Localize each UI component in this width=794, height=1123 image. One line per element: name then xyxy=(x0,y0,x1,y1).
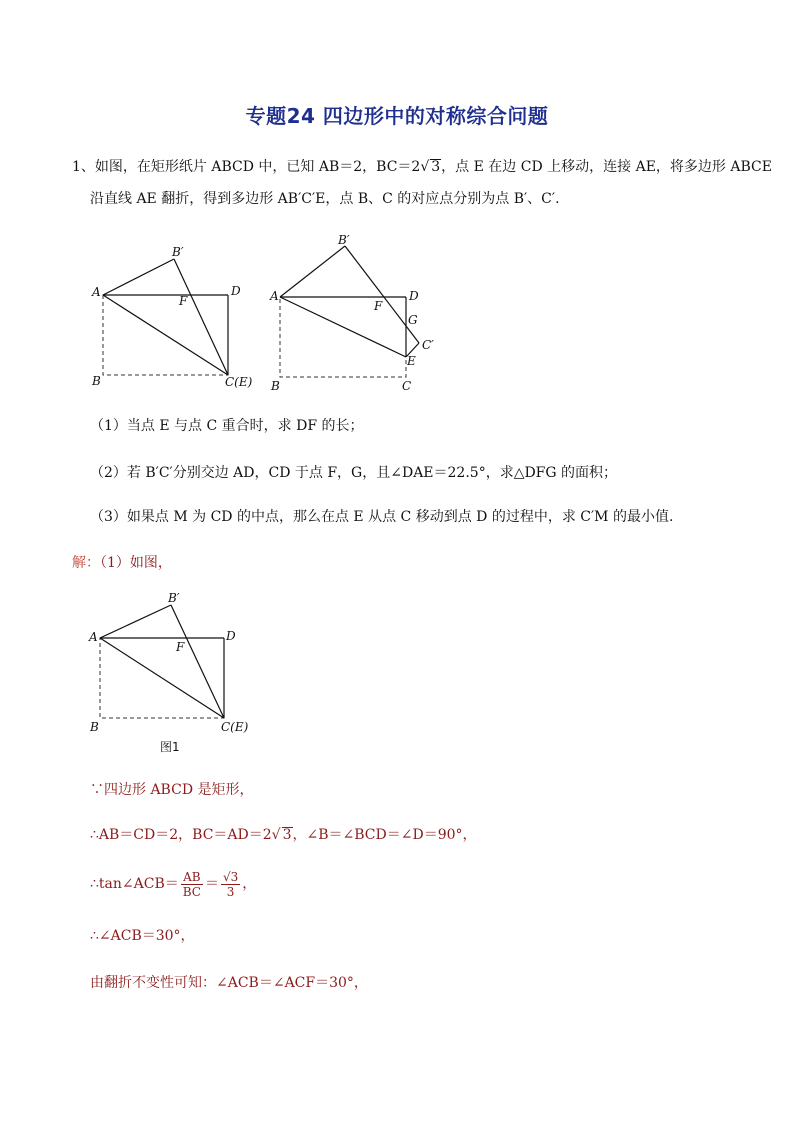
fraction-ab-over-bc xyxy=(181,870,203,899)
fraction-numerator: AB xyxy=(181,870,203,885)
label-c-prime: C′ xyxy=(422,338,434,352)
page-title: 专题24 四边形中的对称综合问题 xyxy=(245,104,549,128)
label-e: E xyxy=(407,354,416,368)
solution-label: 解： xyxy=(72,555,100,571)
equals-sign: ＝ xyxy=(204,876,219,892)
solution-step-4: ∴∠ACB＝30°， xyxy=(90,928,195,944)
label-d: D xyxy=(409,289,419,303)
label-b-prime: B′ xyxy=(338,233,350,247)
label-b-prime: B′ xyxy=(172,245,184,259)
question-3: （3）如果点 M 为 CD 的中点，那么在点 E 从点 C 移动到点 D 的过程中，求 C′M 的最小值. xyxy=(90,509,674,525)
solution-step-2 xyxy=(90,825,477,845)
label-b: B xyxy=(271,379,280,393)
problem-sqrt-radicand: 3 xyxy=(431,159,441,175)
solution-step-3-text-b: ， xyxy=(242,876,257,892)
label-c-e: C(E) xyxy=(225,375,253,389)
segment-ab-prime xyxy=(103,259,174,295)
problem-line-1 xyxy=(72,157,772,177)
segment-ab-prime xyxy=(100,605,171,638)
problem-line-2: 沿直线 AE 翻折，得到多边形 AB′C′E，点 B、C 的对应点分别为点 B′、C′. xyxy=(90,191,560,207)
solution-step-3 xyxy=(90,868,256,900)
sqrt-symbol: √ xyxy=(420,159,430,175)
question-2: （2）若 B′C′分别交边 AD，CD 于点 F，G，且∠DAE＝22.5°，求△DFG 的面积； xyxy=(90,465,618,481)
label-g: G xyxy=(408,313,418,327)
label-c: C xyxy=(402,379,412,393)
solution-step-2-text-a: ∴AB＝CD＝2，BC＝AD＝2 xyxy=(90,827,272,843)
fraction-denominator: 3 xyxy=(226,884,235,899)
problem-line-1-text-a: 1、如图，在矩形纸片 ABCD 中，已知 AB＝2，BC＝2 xyxy=(72,159,421,175)
label-a: A xyxy=(92,285,101,299)
question-1: （1）当点 E 与点 C 重合时，求 DF 的长； xyxy=(90,418,364,434)
fraction-root3-over-3 xyxy=(221,870,240,899)
solution-heading xyxy=(72,553,172,573)
label-c-e: C(E) xyxy=(221,720,249,734)
fraction-denominator: BC xyxy=(182,884,201,899)
label-f: F xyxy=(179,294,188,308)
problem-line-1-text-b: ，点 E 在边 CD 上移动，连接 AE，将多边形 ABCE xyxy=(441,159,772,175)
label-b: B xyxy=(92,374,101,388)
figure-caption: 图1 xyxy=(160,740,180,754)
figure-fold-at-c xyxy=(80,238,270,400)
solution-step-2-text-b: ，∠B＝∠BCD＝∠D＝90°， xyxy=(292,827,477,843)
rect-abcd-dashed xyxy=(280,297,406,377)
label-a: A xyxy=(89,630,98,644)
label-b-prime: B′ xyxy=(168,591,180,605)
label-d: D xyxy=(226,629,236,643)
label-b: B xyxy=(90,720,99,734)
segment-b-prime-c-prime xyxy=(345,246,419,343)
figure-fold-general xyxy=(262,230,452,400)
label-a: A xyxy=(270,289,279,303)
segment-ab-prime xyxy=(280,246,345,297)
solution-step-5: 由翻折不变性可知：∠ACB＝∠ACF＝30°， xyxy=(90,975,368,991)
label-d: D xyxy=(231,284,241,298)
figure-1 xyxy=(80,588,270,760)
segment-ae xyxy=(280,297,406,357)
solution-heading-text: （1）如图， xyxy=(100,555,172,571)
label-f: F xyxy=(176,640,185,654)
solution-sqrt-radicand: 3 xyxy=(282,827,292,843)
fraction-numerator: √3 xyxy=(222,869,239,884)
sqrt-symbol: √ xyxy=(271,827,281,843)
label-f: F xyxy=(374,299,383,313)
solution-step-3-text-a: ∴tan∠ACB＝ xyxy=(90,876,179,892)
solution-step-1: ∵四边形 ABCD 是矩形， xyxy=(90,782,254,798)
